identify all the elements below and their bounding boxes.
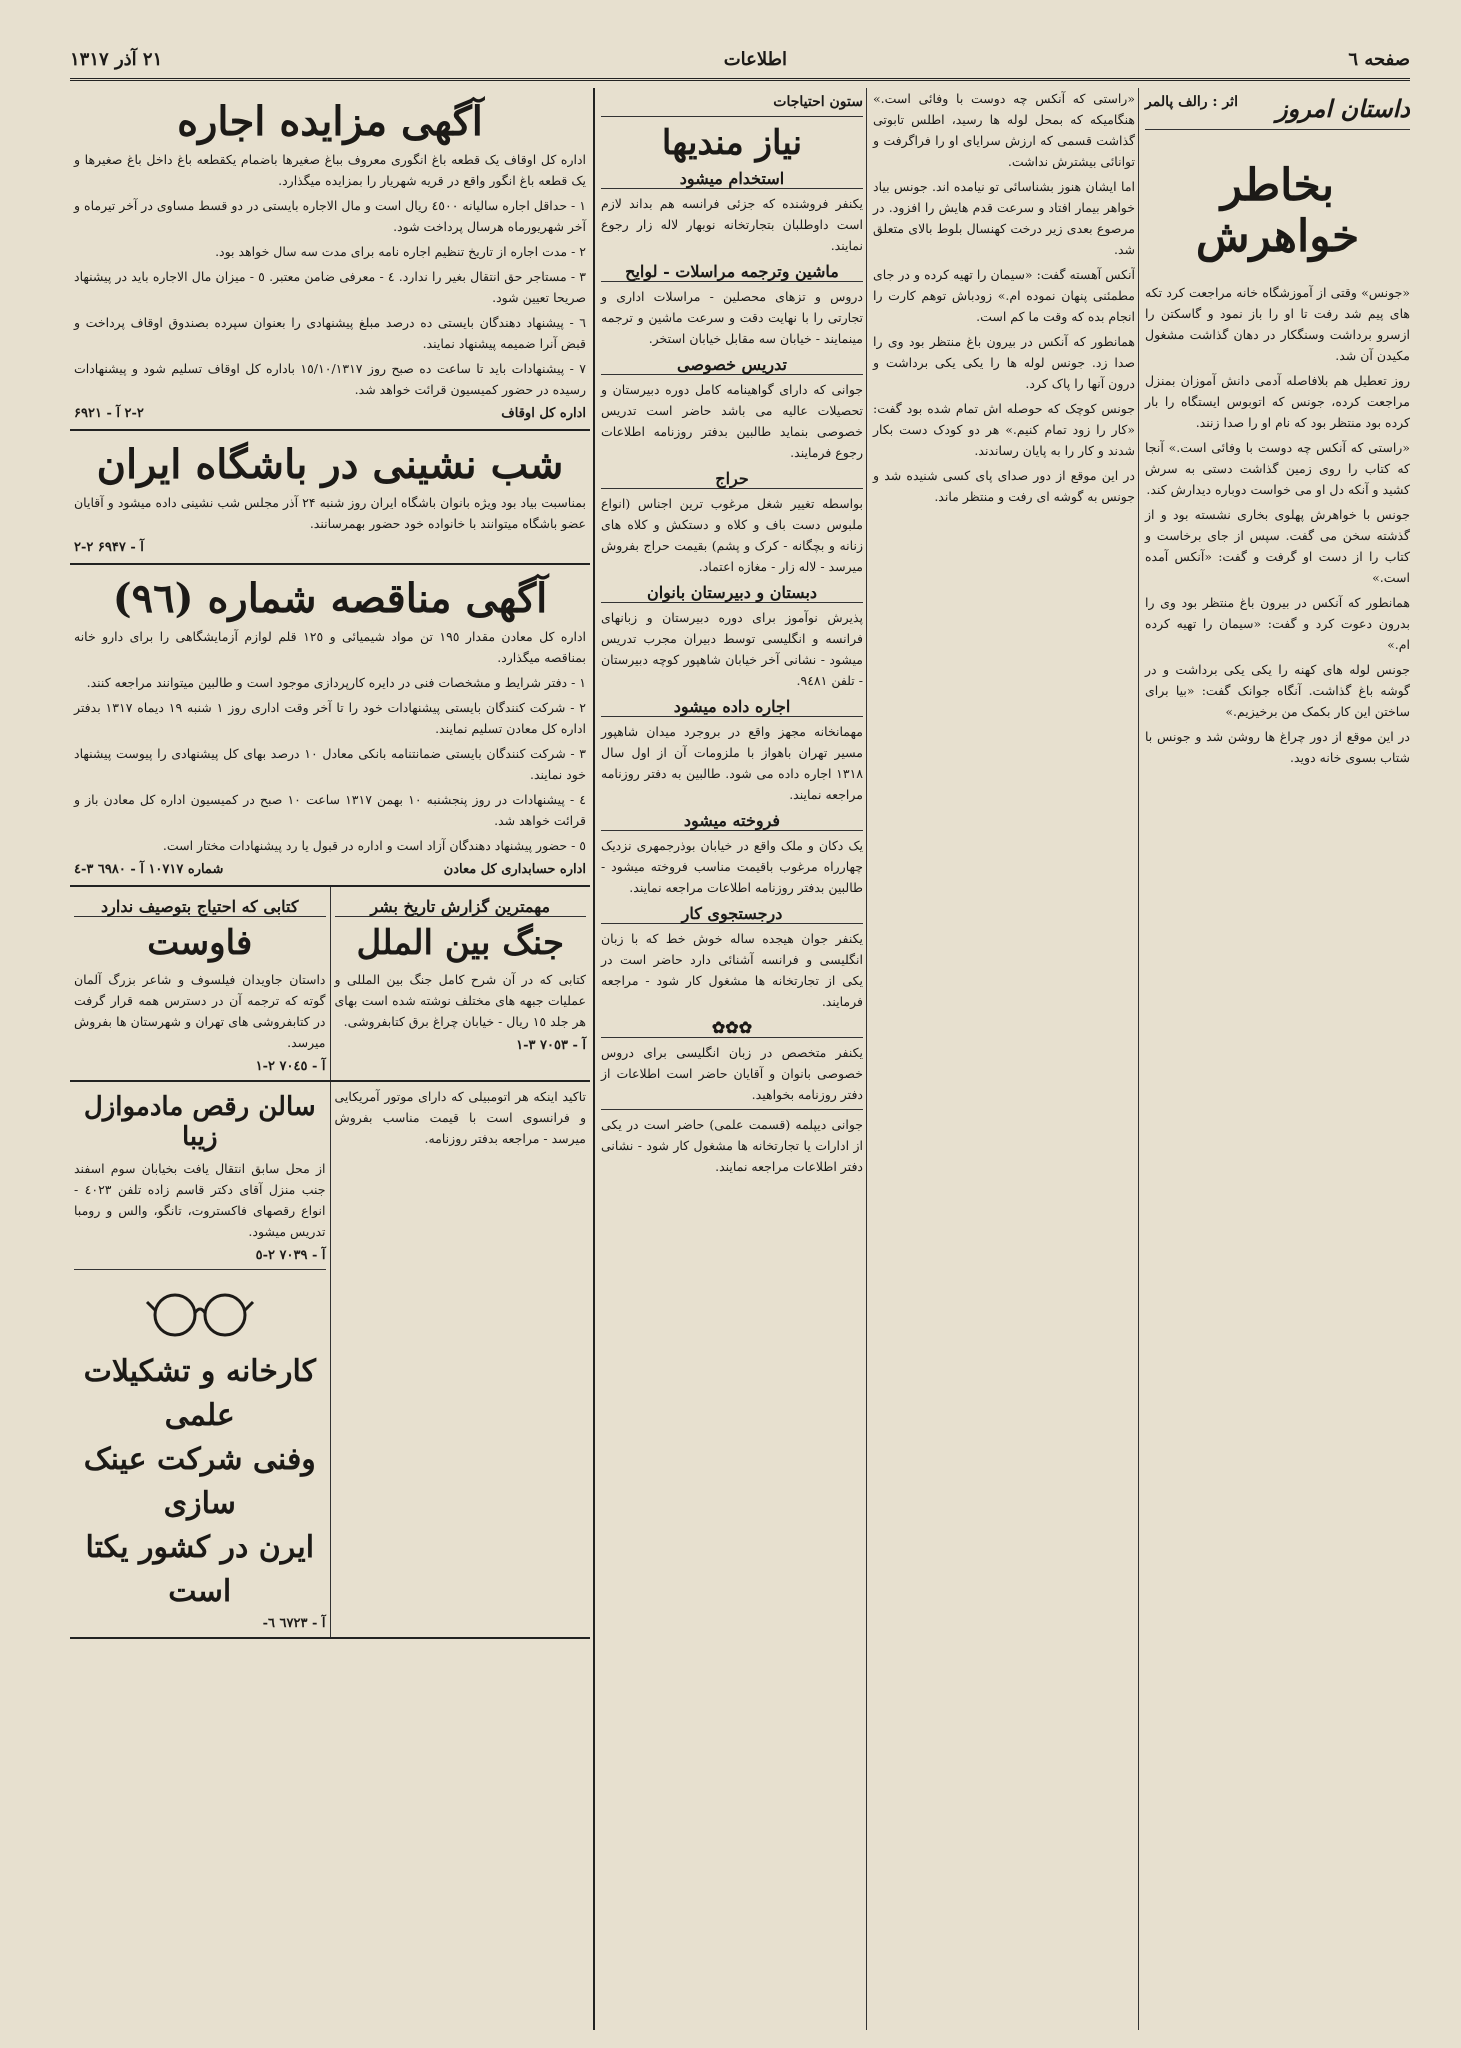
classified-text: مهمانخانه مجهز واقع در بروجرد میدان شاهپور مسیر تهران باهواز با ملزومات آن از اول سال ١٣١٨ اجاره داده می شود. طالبین به دفتر روزنامه مراجعه نمایند.	[601, 724, 863, 802]
classified-text: پذیرش نوآموز برای دوره دبیرستان و زبانهای فرانسه و انگلیسی توسط دبیران مجرب تدریس میشود - نشانی آخر خیابان شاهپور کوچه دبیرستان - تلفن ٩٤٨١.	[601, 610, 863, 688]
classified-text: یکنفر فروشنده که جزئی فرانسه هم بداند لازم است داوطلبان بتجارتخانه نوبهار لاله زار رجوع نمایند.	[601, 196, 863, 253]
notice-signature	[74, 860, 586, 879]
ad-text: تاکید اینکه هر اتومبیلی که دارای موتور آمریکایی و فرانسوی است با قیمت مناسب بفروش میرسد - مراجعه بدفتر روزنامه.	[334, 1089, 586, 1146]
story-paragraph: جونس کوچک که حوصله اش تمام شده بود گفت: «کار را زود تمام کنیم.» هر دو کودک دست بکار شدند و کار را به پایان رساندند.	[873, 401, 1135, 458]
classified-text: دروس و تزهای محصلین - مراسلات اداری و تجارتی را با نهایت دقت و سرعت ماشین و ترجمه مینمایند - خیابان سه مقابل خیابان استخر.	[601, 289, 863, 346]
story-paragraph: اما ایشان هنوز بشناسائی تو نیامده اند. جونس بیاد خواهر بیمار افتاد و سرعت قدم هایش را افزود. در مرصوع بعدی زیر درخت کهنسال بلوط بالای متعلق شد.	[873, 179, 1135, 257]
ad-signature: آ - ٧٠٤٥ ٢-١	[255, 1059, 326, 1074]
notice-signature	[74, 404, 586, 423]
divider	[74, 1269, 326, 1270]
classified-heading: تدریس خصوصی	[601, 355, 863, 375]
newspaper-page	[70, 40, 1410, 2030]
ad-text: داستان جاویدان فیلسوف و شاعر بزرگ آلمان گوته که ترجمه آن در دسترس همه قرار گرفت در کتابفروشی های تهران و شهرستان ها بفروش میرسد.	[74, 972, 326, 1050]
signature-code: آ - ۶۹۴۷ ۲-۲	[74, 540, 144, 555]
story-author: اثر : رالف پالمر	[1145, 94, 1238, 110]
signature-code: شماره ١٠٧١٧ آ - ٦٩٨٠ ٣-٤	[74, 862, 224, 877]
classified-heading: اجاره داده میشود	[601, 697, 863, 717]
story-paragraph: جونس با خواهرش پهلوی بخاری نشسته بود و از گذشته سخن می گفت. سپس از جای برخاست و کتاب را از دست او گرفت و گفت: «آنکس آمده است.»	[1145, 507, 1410, 585]
notice-paragraph: ٢ - شرکت کنندگان بایستی پیشنهادات خود را تا آخر وقت اداری روز ١ شنبه ١٩ دیماه ١٣١٧ بدفتر اداره کل معادن تسلیم نمایند.	[74, 700, 586, 736]
story-continuation-column	[866, 88, 1135, 2030]
divider	[601, 1109, 863, 1110]
story-paragraph: جونس لوله های کهنه را یکی یکی برداشت و در گوشه باغ گذاشت. آنگاه جوانک گفت: «بیا برای ساختن این کار بکمک من برخیزیم.»	[1145, 662, 1410, 719]
signature-org: اداره کل اوقاف	[501, 406, 586, 421]
story-paragraph: در این موقع از دور چراغ ها روشن شد و جونس با شتاب بسوی خانه دوید.	[1145, 729, 1410, 765]
classifieds-label: ستون احتیاجات	[773, 94, 863, 110]
notice-paragraph: ٦ - پیشنهاد دهندگان بایستی ده درصد مبلغ پیشنهادی را بعنوان سپرده بصندوق اوقاف پرداخت و قبض آنرا ضمیمه پیشنهاد نمایند.	[74, 315, 586, 351]
story-column	[1138, 88, 1410, 2030]
ad-title: جنگ بین الملل	[356, 923, 564, 963]
ad-tagline: کتابی که احتیاج بتوصیف ندارد	[74, 897, 326, 917]
notice-signature	[74, 538, 586, 557]
war-book-ad	[330, 887, 591, 1080]
ad-text: کتابی که در آن شرح کامل جنگ بین المللی و عملیات جبهه های مختلف نوشته شده است بهای هر جلد ١٥ ریال - خیابان چراغ برق کتابفروشی.	[334, 972, 586, 1029]
auction-title: آگهی مزایده اجاره	[177, 98, 483, 145]
ad-text: از محل سابق انتقال یافت بخیابان سوم اسفند جنب منزل آقای دکتر قاسم زاده تلفن ٤٠٢٣ - انواع رقصهای فاکستروت، تانگو، والس و رومبا تدریس میشود.	[74, 1161, 326, 1239]
dance-hall-ad	[70, 1082, 330, 1637]
notice-paragraph: ٢ - مدت اجاره از تاریخ تنظیم اجاره نامه برای مدت سه سال خواهد بود.	[215, 244, 586, 259]
notice-paragraph: اداره کل معادن مقدار ١٩٥ تن مواد شیمیائی و ١٢٥ قلم لوازم آزمایشگاهی را برای دارو خانه بمناقصه میگذارد.	[74, 629, 586, 665]
notice-paragraph: ٧ - پیشنهادات باید تا ساعت ده صبح روز ١٥/١٠/١٣١٧ باداره کل اوقاف تسلیم شود و پیشنهادات رسیده در حضور کمیسیون قرائت خواهد شد.	[74, 361, 586, 397]
ad-title: فاوست	[147, 923, 253, 963]
club-notice	[70, 431, 590, 565]
ad-title: سالن رقص مادموازل زیبا	[83, 1092, 316, 1152]
story-paragraph: آنکس آهسته گفت: «سیمان را تهیه کرده و در جای مطمئنی پنهان نموده ام.» زودباش توهم کارت را انجام بده که وقت ما کم است.	[873, 267, 1135, 324]
auction-notice	[70, 88, 590, 431]
ad-signature: آ - ٦٧٢٣ ٦-	[262, 1616, 326, 1631]
optics-ad-line: ایرن در کشور یکتا است	[85, 1530, 315, 1609]
section-label: داستان امروز	[1276, 94, 1410, 123]
notice-paragraph: ٥ - حضور پیشنهاد دهندگان آزاد است و اداره در قبول یا رد پیشنهادات مختار است.	[162, 838, 586, 853]
newspaper-name: اطلاعات	[723, 48, 787, 70]
notice-paragraph: بمناسبت بیاد بود ویژه بانوان باشگاه ایران روز شنبه ۲۴ آذر مجلس شب نشینی داده میشود و آقایان عضو باشگاه میتوانند با خانواده خود حضور بهمرسانند.	[74, 495, 586, 531]
issue-date: ۲۱ آذر ۱۳۱۷	[70, 48, 163, 70]
tender-notice	[70, 565, 590, 887]
notice-paragraph: ٣ - شرکت کنندگان بایستی ضمانتنامه بانکی معادل ١٠ درصد بهای کل پیشنهادی را پیوست پیشنهاد خود نمایند.	[74, 746, 587, 782]
classified-text: جوانی که دارای گواهینامه کامل دوره دبیرستان و تحصیلات عالیه می باشد حاضر است تدریس خصوصی بنماید طالبین بدفتر روزنامه اطلاعات رجوع فرمایند.	[601, 382, 863, 460]
story-title: بخاطر خواهرش	[1195, 160, 1360, 262]
bottom-ads-row	[70, 1082, 590, 1639]
page-header	[70, 40, 1410, 81]
tender-title: آگهی مناقصه شماره (٩٦)	[112, 575, 548, 622]
classified-heading: حراج	[601, 469, 863, 489]
notice-paragraph: ١ - حداقل اجاره سالیانه ٤٥٠٠ ریال است و مال الاجاره بایستی در دو قسط مساوی در آخر تیرماه و آخر شهریورماه هرسال پرداخت شود.	[74, 198, 586, 234]
classifieds-column	[593, 88, 863, 2030]
classified-text: یکنفر متخصص در زبان انگلیسی برای دروس خصوصی بانوان و آقایان حاضر است اطلاعات از دفتر روزنامه بخواهید.	[601, 1045, 863, 1102]
notice-paragraph: اداره کل اوقاف یک قطعه باغ انگوری معروف بباغ صغیرها باضمام یکقطعه باغ داخل باغ صغیرها و یک قطعه باغ انگور واقع در قریه شهریار را بمزایده میگذارد.	[74, 152, 586, 188]
story-paragraph: روز تعطیل هم بلافاصله آدمی دانش آموزان بمنزل مراجعت کرده، جونس که اتوبوس ایستگاه را بار کرده بود منتظر بود که نام او را صدا زنند.	[1145, 373, 1410, 430]
faust-book-ad	[70, 887, 330, 1080]
notice-paragraph: ٤ - پیشنهادات در روز پنجشنبه ١٠ بهمن ١٣١٧ ساعت ١٠ صبح در کمیسیون اداره کل معادن باز و قرائت خواهد شد.	[74, 792, 587, 828]
story-byline	[1145, 88, 1410, 130]
classified-text: یک دکان و ملک واقع در خیابان بوذرجمهری نزدیک چهارراه مرغوب باقیمت مناسب فروخته میشود - طالبین بدفتر روزنامه اطلاعات مراجعه نمایند.	[601, 838, 863, 895]
notice-paragraph: ٣ - مستاجر حق انتقال بغیر را ندارد. ٤ - معرفی ضامن معتبر. ٥ - میزان مال الاجاره باید در پیشنهاد صریحا تعیین شود.	[74, 269, 586, 305]
optics-ad-line: کارخانه و تشکیلات علمی	[83, 1354, 316, 1433]
optics-ad-line: وفنی شرکت عینک سازی	[83, 1442, 316, 1521]
signature-org: اداره حسابداری کل معادن	[443, 862, 586, 877]
book-ads-row	[70, 887, 590, 1082]
classified-heading: فروخته میشود	[601, 811, 863, 831]
ad-tagline: مهمترین گزارش تاریخ بشر	[335, 897, 587, 917]
classified-heading: ماشین وترجمه مراسلات - لوایح	[601, 262, 863, 282]
eyeglasses-icon	[145, 1280, 255, 1340]
story-paragraph: «راستی که آنکس چه دوست با وفائی است.» هنگامیکه که بمحل لوله ها رسید، اطلس تابوتی گذاشت قسمی که ارزش سرایای او را فراگرفت و توانائی بیشترش نداشت.	[873, 91, 1135, 169]
classified-heading: دبستان و دبیرستان بانوان	[601, 583, 863, 603]
classifieds-title: نیاز مندیها	[661, 123, 803, 163]
ad-signature: آ - ٧٠٣٩ ٢-٥	[255, 1248, 326, 1263]
ad-signature: آ - ٧٠٥٣ ٣-١	[516, 1038, 586, 1053]
page-number: صفحه ٦	[1348, 48, 1410, 70]
classified-text: یکنفر جوان هیجده ساله خوش خط که با زبان انگلیسی و فرانسه آشنائی دارد حاضر است در یکی از تجارتخانه ها مشغول کار شود - مراجعه فرمایند.	[601, 931, 863, 1009]
classifieds-label-bar	[601, 88, 863, 117]
classified-heading: استخدام میشود	[601, 169, 863, 189]
misc-ad	[330, 1082, 591, 1637]
classified-text: جوانی دیپلمه (قسمت علمی) حاضر است در یکی از ادارات یا تجارتخانه ها مشغول کار شود - نشانی دفتر اطلاعات مراجعه نمایند.	[601, 1117, 863, 1174]
notices-column	[70, 88, 590, 2030]
story-paragraph: «راستی که آنکس چه دوست با وفائی است.» آنجا که کتاب را روی زمین گذاشت دستی به سرش کشید و آنکه دل او می خواست دوباره دیدارش کند.	[1145, 440, 1410, 497]
notice-paragraph: ١ - دفتر شرایط و مشخصات فنی در دایره کارپردازی موجود است و طالبین میتوانند مراجعه کنند.	[86, 675, 586, 690]
classified-heading: ✿✿✿	[601, 1018, 863, 1038]
story-paragraph: «جونس» وقتی از آموزشگاه خانه مراجعت کرد تکه های پیم شد رفت تا او را باز نمود و گاسکتن را ازسرو برداشت وسنگکار در دهان گذاشت مشغول مکیدن آن شد.	[1145, 285, 1410, 363]
club-title: شب نشینی در باشگاه ایران	[96, 441, 564, 488]
story-paragraph: در این موقع از دور صدای پای کسی شنیده شد و جونس به گوشه ای رفت و منتظر ماند.	[873, 468, 1135, 504]
classified-heading: درجستجوی کار	[601, 904, 863, 924]
story-paragraph: همانطور که آنکس در بیرون باغ منتظر بود وی را صدا زد. جونس لوله ها را یکی یکی برداشت و درون آنها را پاک کرد.	[873, 334, 1135, 391]
story-paragraph: همانطور که آنکس در بیرون باغ منتظر بود وی را بدرون دعوت کرد و گفت: «سیمان را تهیه کرده ام.»	[1145, 595, 1410, 652]
signature-code: ۲-۲ آ - ۶۹۲۱	[74, 406, 144, 421]
classified-text: بواسطه تغییر شغل مرغوب ترین اجناس (انواع ملبوس دست باف و کلاه و دستکش و کلاه های زنانه و بچگانه - کرک و پشم) بقیمت حراج بفروش میرسد - لاله زار - مغازه اعتماد.	[601, 496, 863, 574]
